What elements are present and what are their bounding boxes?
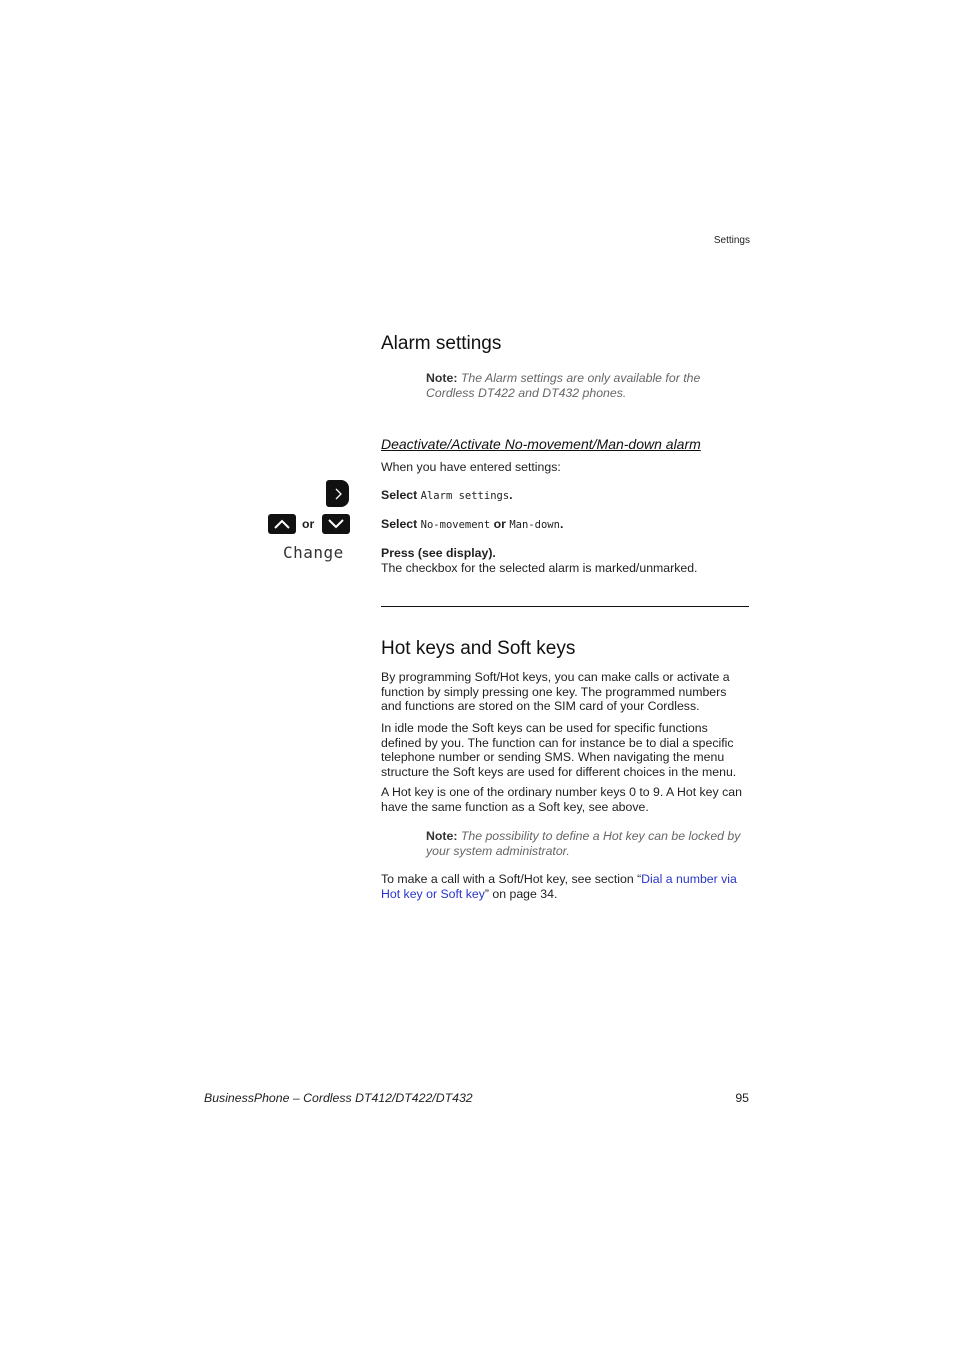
step1-prefix: Select: [381, 488, 418, 502]
running-header: Settings: [713, 235, 750, 246]
hotkeys-para1: By programming Soft/Hot keys, you can make calls or activate a function by simply pressing one key. The programmed numbers and functions are stored on the SIM card of your Cordless.: [381, 670, 730, 713]
dial-hotkey-link[interactable]: Dial a number via Hot key or Soft key: [381, 872, 737, 901]
footer-title: BusinessPhone – Cordless DT412/DT422/DT432: [204, 1091, 473, 1105]
hotkeys-reference: [381, 872, 749, 901]
page-number: 95: [735, 1091, 749, 1105]
note-label: Note:: [426, 371, 458, 385]
down-key: [322, 514, 350, 534]
note-text: The Alarm settings are only available for the Cordless DT422 and DT432 phones.: [426, 371, 701, 400]
hotkeys-note: [426, 829, 751, 858]
step-press: [381, 546, 751, 575]
step3-bold: Press (see display).: [381, 546, 496, 560]
step2-or: or: [493, 517, 506, 531]
chevron-down-icon: [327, 518, 345, 530]
step2-prefix: Select: [381, 517, 418, 531]
step2-value1: No-movement: [420, 519, 491, 531]
step-select-alarm-settings: [381, 488, 513, 504]
hotkeys-title: Hot keys and Soft keys: [381, 638, 576, 659]
step1-suffix: .: [509, 488, 513, 502]
step2-suffix: .: [559, 517, 564, 531]
section-divider: [381, 606, 749, 607]
up-key: [268, 514, 296, 534]
chevron-up-icon: [273, 518, 291, 530]
chevron-right-icon: [332, 487, 344, 501]
alarm-settings-title: Alarm settings: [381, 333, 502, 354]
step2-value2: Man-down: [509, 519, 560, 531]
note-label: Note:: [426, 829, 458, 843]
right-key: [326, 480, 349, 507]
step3-text: The checkbox for the selected alarm is marked/unmarked.: [381, 560, 698, 575]
ref-suffix: ” on page 34.: [484, 886, 558, 901]
step-select-alarm-type: [381, 517, 563, 533]
alarm-subheading: Deactivate/Activate No-movement/Man-down alarm: [381, 436, 701, 452]
alarm-note: [426, 371, 751, 400]
hotkeys-para2: In idle mode the Soft keys can be used for specific functions defined by you. The function can for instance be to dial a specific telephone number or sending SMS. When navigating the menu structure the Soft keys are used for different choices in the menu.: [381, 721, 737, 779]
note-text: The possibility to define a Hot key can be locked by your system administrator.: [426, 829, 741, 858]
or-label: or: [302, 517, 315, 531]
alarm-intro: When you have entered settings:: [381, 460, 561, 474]
ref-prefix: To make a call with a Soft/Hot key, see section “: [381, 872, 642, 886]
step1-value: Alarm settings: [420, 490, 510, 502]
softkey-change: Change: [283, 543, 344, 562]
hotkeys-para3: A Hot key is one of the ordinary number keys 0 to 9. A Hot key can have the same function as a Soft key, see above.: [381, 785, 742, 814]
